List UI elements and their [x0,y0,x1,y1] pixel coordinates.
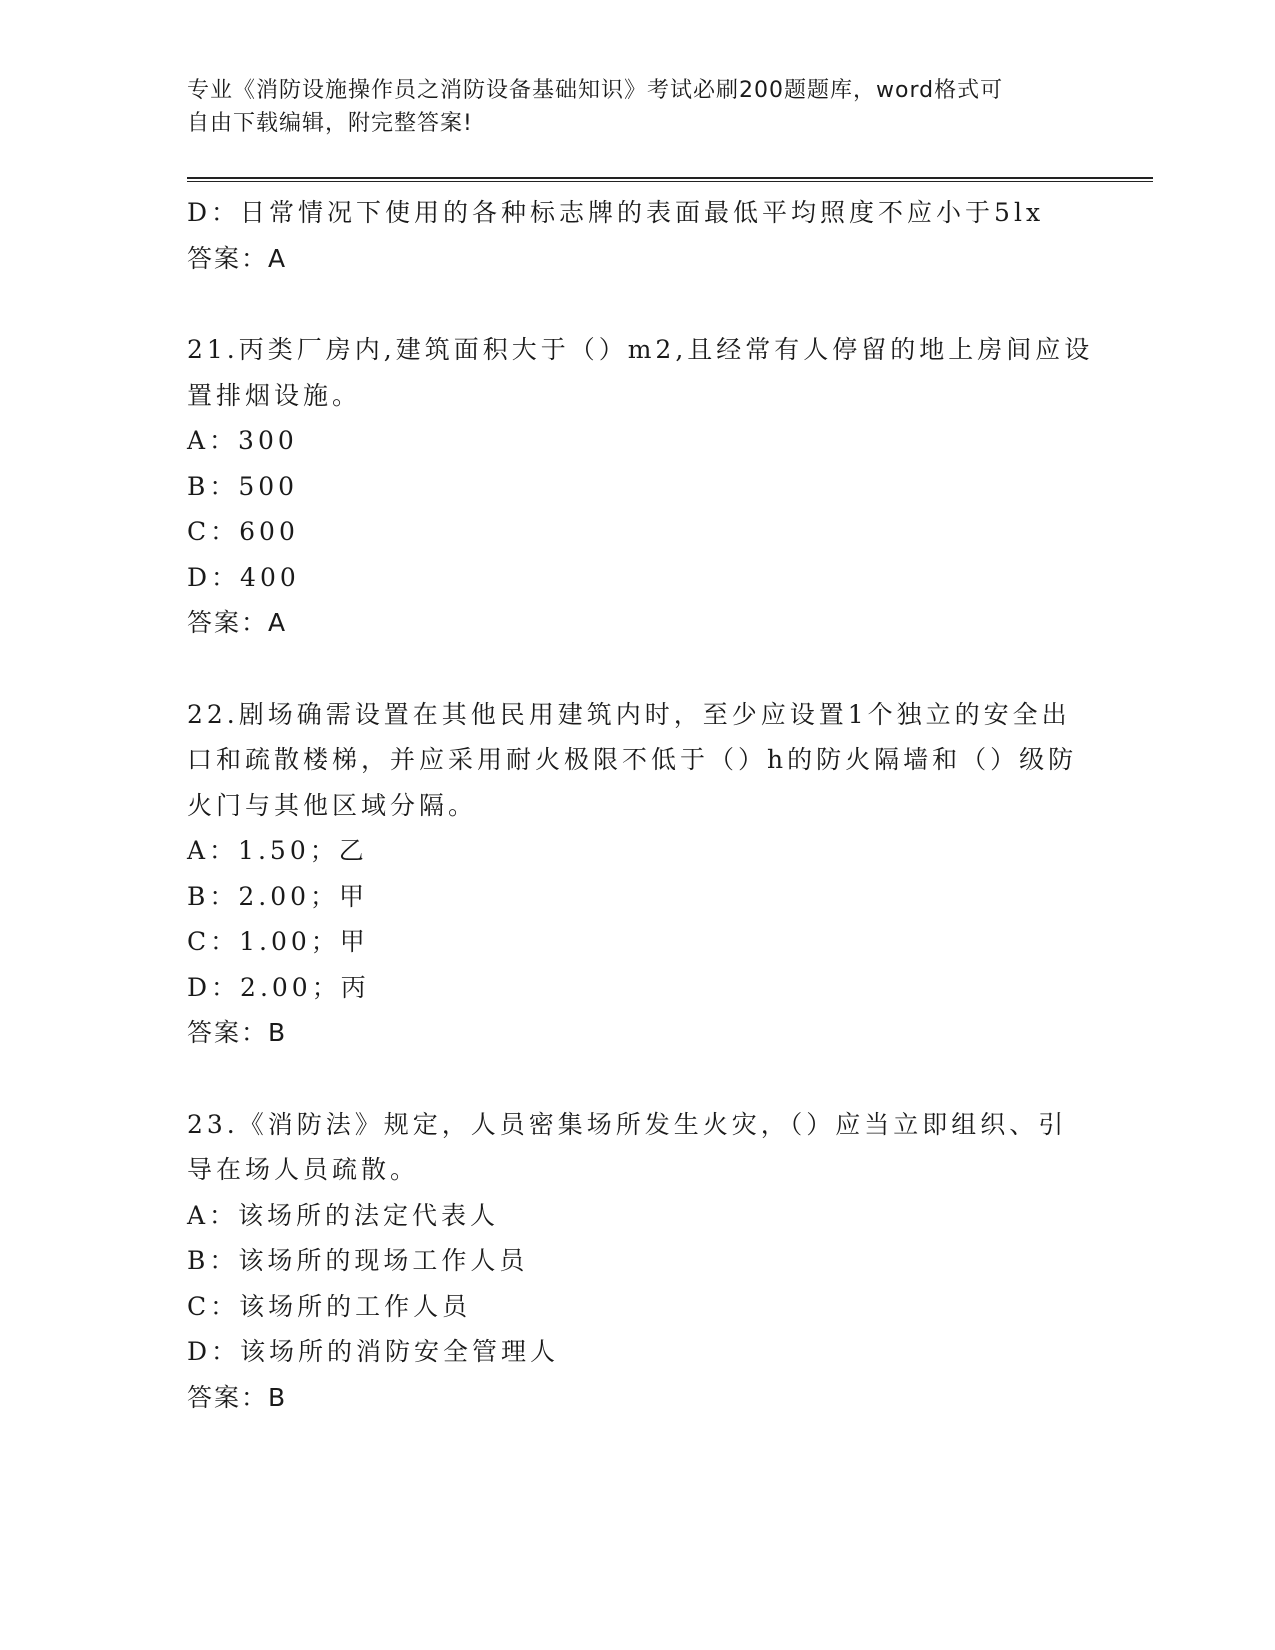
option-b: B：该场所的现场工作人员 [187,1246,529,1275]
previous-question-continuation [187,190,1087,281]
option-a: A：1.50；乙 [187,836,368,865]
option-d: D：该场所的消防安全管理人 [187,1337,560,1366]
question-23 [187,1102,1087,1421]
option-d: D：400 [187,562,300,592]
page-header [187,74,1087,140]
header-divider [187,177,1153,182]
option-c: C：600 [187,517,299,546]
header-title-line-1: 专业《消防设施操作员之消防设备基础知识》考试必刷200题题库，word格式可 [187,78,1004,103]
option-d: D：日常情况下使用的各种标志牌的表面最低平均照度不应小于5lx [187,198,1045,227]
option-b: B：500 [187,471,299,501]
answer-line: 答案：B [187,1018,288,1047]
option-a: A：300 [187,426,298,455]
option-d: D：2.00；丙 [187,972,370,1002]
question-stem-line: 口和疏散楼梯，并应采用耐火极限不低于（）h的防火隔墙和（）级防 [187,745,1078,774]
option-b: B：2.00；甲 [187,881,369,911]
question-stem-line: 21.丙类厂房内,建筑面积大于（）m2,且经常有人停留的地上房间应设 [187,335,1094,364]
option-a: A：该场所的法定代表人 [187,1200,500,1230]
question-22 [187,692,1087,1056]
question-stem-line: 火门与其他区域分隔。 [187,790,478,820]
option-c: C：1.00；甲 [187,927,369,956]
option-c: C：该场所的工作人员 [187,1291,472,1321]
answer-line: 答案：A [187,243,288,273]
question-stem-line: 22.剧场确需设置在其他民用建筑内时，至少应设置1个独立的安全出 [187,699,1071,729]
question-stem-line: 23.《消防法》规定，人员密集场所发生火灾，（）应当立即组织、引 [187,1109,1068,1139]
document-body [187,190,1094,1420]
question-stem-line: 导在场人员疏散。 [187,1155,420,1184]
header-title-line-2: 自由下载编辑，附完整答案! [187,111,473,136]
answer-line: 答案：A [187,608,288,637]
question-stem-line: 置排烟设施。 [187,380,362,410]
question-21 [187,327,1094,646]
answer-line: 答案：B [187,1382,288,1412]
